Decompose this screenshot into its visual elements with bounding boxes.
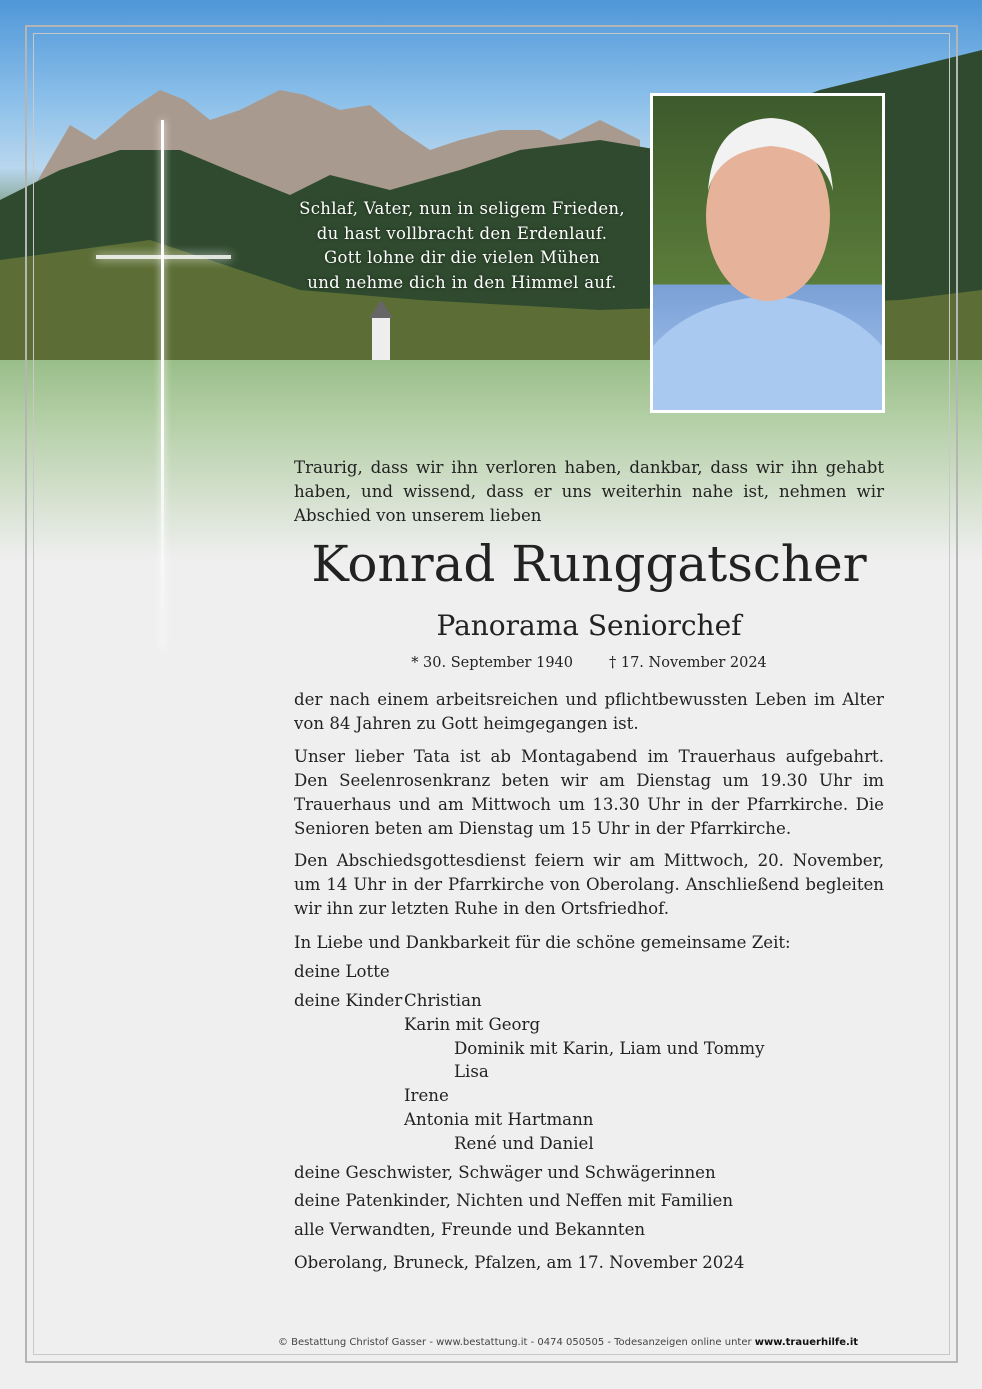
- poem: [282, 197, 642, 295]
- family-line: Lisa: [454, 1062, 489, 1081]
- family-line: Antonia mit Hartmann: [404, 1110, 594, 1129]
- portrait-photo: [650, 93, 885, 413]
- paragraph: Unser lieber Tata ist ab Montagabend im Trauerhaus aufgebahrt. Den Seelenrosenkranz beten wir am Dienstag um 19.30 Uhr im Trauerhaus und am Mittwoch um 13.30 Uhr in der Pfarrkirche. Die Senioren beten am Dienstag um 15 Uhr in der Pfarrkirche.: [294, 747, 884, 838]
- birth-date: * 30. September 1940: [411, 655, 573, 671]
- footer-text: © Bestattung Christof Gasser - www.bestattung.it - 0474 050505 - Todesanzeigen online unter: [277, 1337, 755, 1348]
- paragraph: Den Abschiedsgottesdienst feiern wir am Mittwoch, 20. November, um 14 Uhr in der Pfarrkirche von Oberolang. Anschließend begleiten wir ihn zur letzten Ruhe in den Ortsfriedhof.: [294, 851, 884, 918]
- deceased-name: Konrad Runggatscher: [311, 535, 867, 593]
- footer-link[interactable]: www.trauerhilfe.it: [754, 1337, 859, 1348]
- dates: [294, 655, 884, 671]
- family-line: Irene: [404, 1086, 449, 1105]
- cross-bar: [96, 255, 231, 259]
- poem-line: Schlaf, Vater, nun in seligem Frieden,: [299, 199, 625, 218]
- cross-icon: [161, 120, 164, 650]
- family-line: deine Geschwister, Schwäger und Schwägerinnen: [294, 1163, 716, 1182]
- family-line: Karin mit Georg: [404, 1015, 541, 1034]
- family-line: alle Verwandten, Freunde und Bekannten: [294, 1220, 646, 1239]
- family-intro: In Liebe und Dankbarkeit für die schöne gemeinsame Zeit:: [294, 933, 791, 952]
- poem-line: du hast vollbracht den Erdenlauf.: [316, 223, 608, 243]
- family-line: deine Kinder: [294, 991, 403, 1010]
- subtitle: Panorama Seniorchef: [436, 609, 742, 642]
- paragraph: der nach einem arbeitsreichen und pflichtbewussten Leben im Alter von 84 Jahren zu Gott heimgegangen ist.: [294, 690, 884, 733]
- family-line: deine Patenkinder, Nichten und Neffen mit Familien: [294, 1191, 734, 1210]
- family-line: Dominik mit Karin, Liam und Tommy: [454, 1039, 765, 1058]
- family-line: Christian: [404, 991, 482, 1010]
- poem-line: und nehme dich in den Himmel auf.: [307, 272, 617, 292]
- poem-line: Gott lohne dir die vielen Mühen: [323, 248, 601, 267]
- death-date: † 17. November 2024: [609, 655, 767, 671]
- portrait-figure: [653, 96, 882, 410]
- intro-text: Traurig, dass wir ihn verloren haben, dankbar, dass wir ihn gehabt haben, und wissend, dass er uns weiterhin nahe ist, nehmen wir Abschied von unserem lieben: [294, 458, 884, 525]
- family-line: deine Lotte: [294, 962, 390, 981]
- family-line: René und Daniel: [454, 1134, 594, 1153]
- footer: [0, 1337, 982, 1348]
- place-date: Oberolang, Bruneck, Pfalzen, am 17. November 2024: [294, 1253, 745, 1272]
